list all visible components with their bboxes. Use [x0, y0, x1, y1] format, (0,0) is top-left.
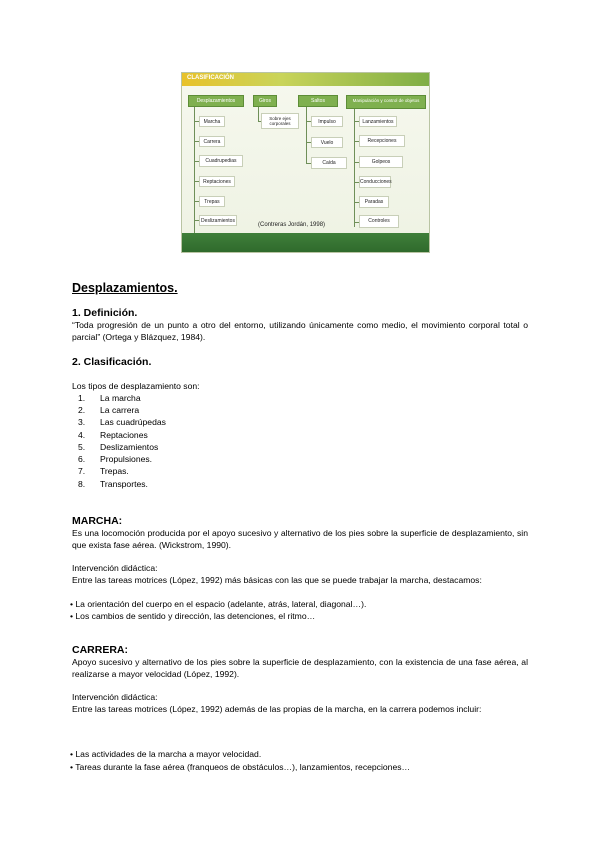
list-item-number: 6.: [78, 454, 86, 464]
diagram-connector: [258, 107, 259, 121]
marcha-text: Es una locomoción producida por el apoyo sucesivo y alternativo de los pies sobre la superficie de desplazamiento, sin que exista fase aérea. (Wickstrom, 1990).: [72, 528, 528, 550]
diagram-connector: [194, 107, 195, 243]
diagram-item: Controles: [359, 215, 399, 228]
list-item: Deslizamientos: [100, 442, 159, 452]
diagram-item: Trepas: [199, 196, 225, 207]
list-item: Propulsiones.: [100, 454, 153, 464]
list-item-number: 3.: [78, 417, 86, 427]
carrera-intervention-label: Intervención didáctica:: [72, 692, 158, 702]
classification-diagram: [181, 72, 430, 253]
diagram-citation: (Contreras Jordán, 1998): [258, 222, 326, 228]
diagram-item: Cuadrupedias: [199, 155, 243, 167]
diagram-item: Paradas: [359, 196, 389, 208]
diagram-title-bar: [182, 73, 429, 86]
list-item: La marcha: [100, 393, 141, 403]
diagram-item: Conducciones: [359, 176, 391, 188]
marcha-intervention-text: Entre las tareas motrices (López, 1992) más básicas con las que se puede trabajar la marcha, destacamos:: [72, 575, 482, 585]
list-item-number: 2.: [78, 405, 86, 415]
page-title: Desplazamientos.: [72, 281, 178, 295]
diagram-item: Vuelo: [311, 137, 343, 148]
list-item-number: 7.: [78, 466, 86, 476]
diagram-connector: [354, 109, 355, 227]
classification-intro: Los tipos de desplazamiento son:: [72, 381, 200, 391]
diagram-header-saltos: Saltos: [298, 95, 338, 107]
diagram-title: CLASIFICACIÓN: [187, 75, 234, 81]
diagram-item: Lanzamientos: [359, 116, 397, 127]
diagram-item: Sobre ejes corporales: [261, 113, 299, 129]
list-item-number: 1.: [78, 393, 86, 403]
diagram-item: Carrera: [199, 136, 225, 147]
diagram-item: Marcha: [199, 116, 225, 127]
bullet-text: Las actividades de la marcha a mayor velocidad.: [75, 749, 262, 759]
diagram-footer-bar: [182, 233, 429, 252]
diagram-header-giros: Giros: [253, 95, 277, 107]
diagram-item: Recepciones: [359, 135, 405, 147]
carrera-bullet: • Tareas durante la fase aérea (franqueos de obstáculos…), lanzamientos, recepciones…: [70, 762, 411, 772]
list-item-number: 5.: [78, 442, 86, 452]
diagram-item: Impulso: [311, 116, 343, 127]
list-item: Trepas.: [100, 466, 129, 476]
marcha-bullet: • Los cambios de sentido y dirección, las detenciones, el ritmo…: [70, 611, 316, 621]
definition-text: “Toda progresión de un punto a otro del entorno, utilizando únicamente como medio, el movimiento corporal total o parcial” (Ortega y Blázquez, 1984).: [72, 320, 528, 342]
marcha-intervention-label: Intervención didáctica:: [72, 563, 158, 573]
classification-heading: 2. Clasificación.: [72, 356, 152, 368]
list-item: Las cuadrúpedas: [100, 417, 166, 427]
diagram-header-manipulacion: Manipulación y control de objetos: [346, 95, 426, 109]
diagram-item: Golpeos: [359, 156, 403, 168]
marcha-bullet: • La orientación del cuerpo en el espacio (adelante, atrás, lateral, diagonal…).: [70, 599, 367, 609]
list-item: La carrera: [100, 405, 140, 415]
bullet-text: Tareas durante la fase aérea (franqueos de obstáculos…), lanzamientos, recepciones…: [75, 762, 411, 772]
definition-heading: 1. Definición.: [72, 307, 138, 319]
diagram-header-desplazamientos: Desplazamientos: [188, 95, 244, 107]
carrera-heading: CARRERA:: [72, 644, 128, 656]
carrera-bullet: • Las actividades de la marcha a mayor velocidad.: [70, 749, 262, 759]
diagram-connector: [306, 107, 307, 163]
list-item: Transportes.: [100, 479, 148, 489]
carrera-intervention-text: Entre las tareas motrices (López, 1992) además de las propias de la marcha, en la carrera podemos incluir:: [72, 704, 482, 714]
bullet-text: La orientación del cuerpo en el espacio (adelante, atrás, lateral, diagonal…).: [75, 599, 367, 609]
bullet-text: Los cambios de sentido y dirección, las detenciones, el ritmo…: [75, 611, 316, 621]
diagram-item: Deslizamientos: [199, 215, 237, 226]
list-item: Reptaciones: [100, 430, 148, 440]
list-item-number: 8.: [78, 479, 86, 489]
diagram-item: Caída: [311, 157, 347, 169]
list-item-number: 4.: [78, 430, 86, 440]
carrera-text: Apoyo sucesivo y alternativo de los pies sobre la superficie de desplazamiento, con la existencia de una fase aérea, al realizarse a mayor velocidad (López, 1992).: [72, 657, 528, 679]
diagram-item: Reptaciones: [199, 176, 235, 187]
marcha-heading: MARCHA:: [72, 515, 123, 527]
